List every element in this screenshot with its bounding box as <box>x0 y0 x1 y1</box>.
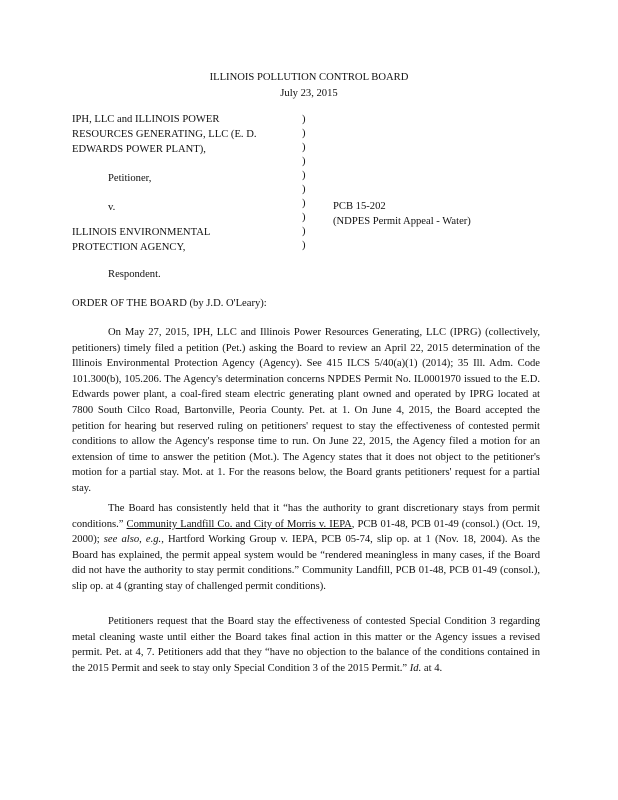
petitioner-line: RESOURCES GENERATING, LLC (E. D. <box>72 129 257 140</box>
board-name: ILLINOIS POLLUTION CONTROL BOARD <box>209 72 409 83</box>
paren: ) <box>302 184 306 195</box>
paragraph-2 <box>72 501 540 595</box>
text-run: , Hartford Working Group v. IEPA, PCB 05-74, slip op. at 1 (Nov. 18, 2004). As the Board has explained, the permit appeal system would be “rendered meaningless in many cases, if the Board did not have the authority to stay permit conditions.” Community Landfill, PCB 01-48, PCB 01-49 (consol.), slip op. at 4 (granting stay of challenged permit conditions). <box>72 534 540 592</box>
case-citation: Community Landfill Co. and City of Morris v. IEPA <box>126 518 352 530</box>
petitioner-role: Petitioner, <box>108 173 152 184</box>
case-type: (NDPES Permit Appeal - Water) <box>333 216 471 227</box>
paren: ) <box>302 212 306 223</box>
versus: v. <box>108 202 116 213</box>
paren: ) <box>302 156 306 167</box>
paren: ) <box>302 198 306 209</box>
paragraph-1 <box>72 325 540 497</box>
respondent-role: Respondent. <box>108 269 161 280</box>
id-citation: Id. <box>409 662 422 674</box>
paragraph-3 <box>72 614 540 676</box>
paragraph-2-text <box>72 501 540 595</box>
paragraph-1-text: On May 27, 2015, IPH, LLC and Illinois Power Resources Generating, LLC (IPRG) (collectively, petitioners) timely filed a petition (Pet.) asking the Board to review an April 22, 2015 determination of the Illinois Environmental Protection Agency (Agency). See 415 ILCS 5/40(a)(1) (2014); 35 Ill. Adm. Code 101.300(b), 105.206. The Agency's determination concerns NPDES Permit No. IL0001970 issued to the E.D. Edwards power plant, a coal-fired steam electric generating plant owned and operated by IPRG located at 7800 South Cilco Road, Bartonville, Peoria County. Pet. at 1. On June 4, 2015, the Board accepted the petition for hearing but reserved ruling on petitioners' request to stay the effectiveness of contested permit conditions to allow the Agency's response time to run. On June 22, 2015, the Agency filed a motion for an extension of time to answer the petition (Mot.). The Agency states that it does not object to the petitioner's motion for a partial stay. Mot. at 1. For the reasons below, the Board grants petitioners' request for a partial stay. <box>72 327 540 494</box>
respondent-line: PROTECTION AGENCY, <box>72 242 186 253</box>
petitioner-line: EDWARDS POWER PLANT), <box>72 144 206 155</box>
text-run: The Board has consistently held that it “has the authority to grant discretionary stays from permit conditions.” <box>72 503 540 530</box>
paren: ) <box>302 240 306 251</box>
paren: ) <box>302 114 306 125</box>
paren: ) <box>302 142 306 153</box>
signal-citation: see also, e.g. <box>103 534 162 546</box>
paragraph-3-text <box>72 614 540 676</box>
respondent-line: ILLINOIS ENVIRONMENTAL <box>72 227 211 238</box>
paren: ) <box>302 170 306 181</box>
text-run: at 4. <box>421 662 443 674</box>
paren: ) <box>302 128 306 139</box>
text-run: Petitioners request that the Board stay the effectiveness of contested Special Condition 3 regarding metal cleaning waste until either the Board takes final action in this matter or the Agency issues a revised permit. Pet. at 4, 7. Petitioners add that they “have no objection to the balance of the conditions contained in the 2015 Permit and seek to stay only Special Condition 3 of the 2015 Permit.” <box>72 616 540 674</box>
text-run: , PCB 01-48, PCB 01-49 (consol.) (Oct. 19, 2000); <box>72 518 540 546</box>
order-heading: ORDER OF THE BOARD (by J.D. O'Leary): <box>72 298 267 309</box>
paren: ) <box>302 226 306 237</box>
case-number: PCB 15-202 <box>333 201 386 212</box>
order-date: July 23, 2015 <box>280 88 338 99</box>
petitioner-line: IPH, LLC and ILLINOIS POWER <box>72 114 220 125</box>
